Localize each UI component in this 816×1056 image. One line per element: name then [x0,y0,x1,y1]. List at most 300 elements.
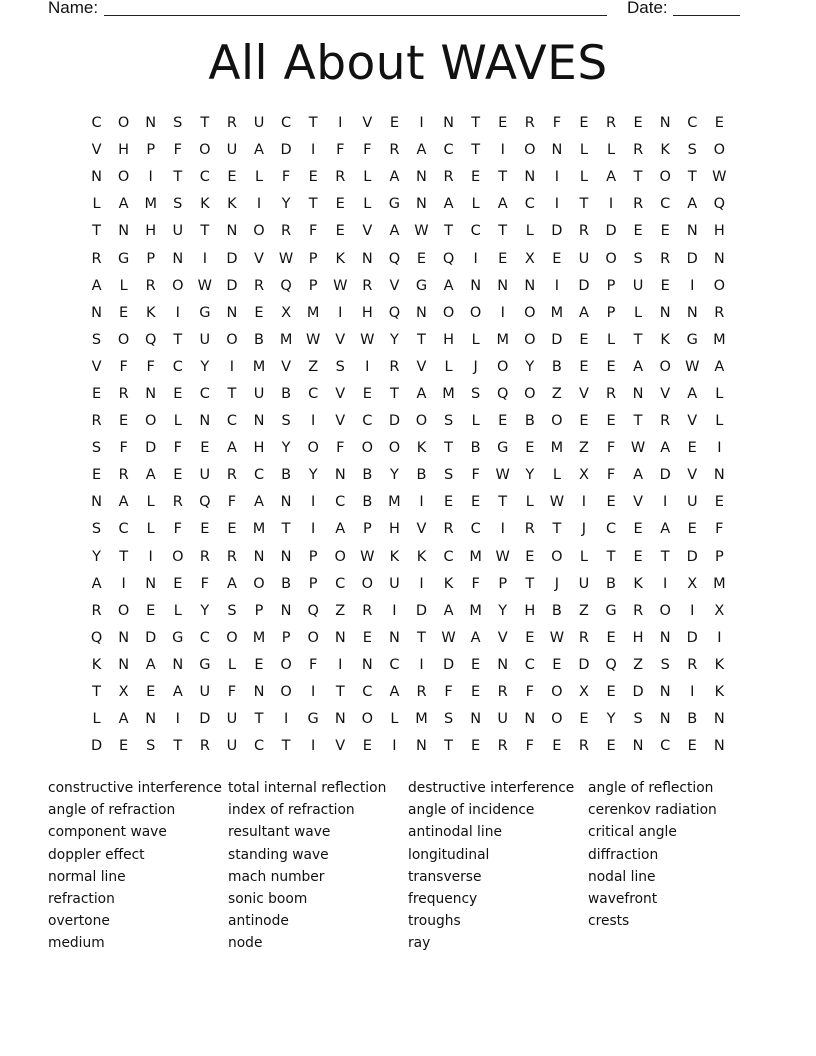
grid-letter[interactable]: T [606,548,616,565]
grid-letter[interactable]: T [417,331,426,348]
grid-letter[interactable]: E [552,738,562,755]
grid-letter[interactable]: E [146,684,156,701]
grid-letter[interactable]: R [524,521,535,538]
grid-letter[interactable]: R [253,277,265,294]
grid-letter[interactable]: E [687,440,697,457]
grid-letter[interactable]: E [471,656,481,673]
grid-letter[interactable]: S [91,331,102,348]
grid-letter[interactable]: T [417,629,426,646]
grid-letter[interactable]: T [633,169,643,186]
grid-letter[interactable]: L [119,277,128,294]
grid-letter[interactable]: O [551,711,563,728]
grid-letter[interactable]: L [363,196,372,213]
grid-letter[interactable]: A [660,521,671,538]
grid-letter[interactable]: T [579,196,589,213]
grid-letter[interactable]: U [686,494,698,511]
grid-letter[interactable]: A [91,575,102,592]
grid-letter[interactable]: D [578,656,590,673]
grid-letter[interactable]: K [416,440,427,457]
grid-letter[interactable]: O [415,413,428,430]
grid-letter[interactable]: T [92,223,101,240]
grid-letter[interactable]: R [118,467,129,484]
grid-letter[interactable]: D [199,711,211,728]
grid-letter[interactable]: R [714,304,725,321]
grid-letter[interactable]: R [687,656,698,673]
grid-letter[interactable]: Y [389,467,399,484]
grid-letter[interactable]: N [686,223,698,240]
grid-letter[interactable]: N [199,413,211,430]
grid-letter[interactable]: Y [525,358,535,375]
grid-letter[interactable]: R [91,413,102,430]
grid-letter[interactable]: R [226,115,237,132]
grid-letter[interactable]: N [172,656,184,673]
grid-letter[interactable]: K [335,250,345,267]
grid-letter[interactable]: E [471,494,481,511]
grid-letter[interactable]: N [118,223,130,240]
grid-letter[interactable]: K [714,656,725,673]
grid-letter[interactable]: V [254,250,264,267]
grid-letter[interactable]: Q [388,250,401,267]
grid-letter[interactable]: D [605,223,617,240]
grid-letter[interactable]: G [497,440,509,457]
grid-letter[interactable]: I [338,656,343,673]
grid-letter[interactable]: B [254,331,264,348]
grid-letter[interactable]: R [199,548,210,565]
grid-letter[interactable]: W [441,629,456,646]
grid-letter[interactable]: O [524,142,536,159]
grid-letter[interactable]: T [471,115,481,132]
grid-letter[interactable]: C [687,115,698,132]
grid-letter[interactable]: F [227,494,237,511]
grid-letter[interactable]: C [443,548,454,565]
grid-letter[interactable]: C [253,467,265,484]
grid-letter[interactable]: O [659,602,671,619]
grid-letter[interactable]: F [308,656,318,673]
grid-letter[interactable]: E [525,548,535,565]
grid-letter[interactable]: S [146,738,156,755]
grid-letter[interactable]: E [552,250,562,267]
grid-letter[interactable]: B [281,467,292,484]
grid-letter[interactable]: Z [633,656,644,673]
grid-letter[interactable]: N [226,223,238,240]
grid-letter[interactable]: M [442,385,455,402]
grid-letter[interactable]: R [226,548,237,565]
grid-letter[interactable]: S [443,413,454,430]
grid-letter[interactable]: S [660,656,670,673]
grid-letter[interactable]: E [660,223,670,240]
grid-letter[interactable]: L [92,196,101,213]
grid-letter[interactable]: O [253,575,265,592]
grid-letter[interactable]: U [389,575,400,592]
grid-letter[interactable]: Q [90,629,103,646]
grid-letter[interactable]: E [498,413,508,430]
grid-letter[interactable]: Q [497,385,509,402]
grid-letter[interactable]: I [121,575,126,592]
grid-letter[interactable]: X [714,602,725,619]
grid-letter[interactable]: O [361,711,374,728]
grid-letter[interactable]: C [91,115,102,132]
grid-letter[interactable]: E [389,115,399,132]
grid-letter[interactable]: N [497,277,509,294]
grid-letter[interactable]: N [713,250,725,267]
grid-letter[interactable]: N [388,629,400,646]
grid-letter[interactable]: R [633,142,644,159]
grid-letter[interactable]: I [473,250,478,267]
grid-letter[interactable]: B [687,711,698,728]
grid-letter[interactable]: R [199,738,210,755]
grid-letter[interactable]: Q [605,656,617,673]
grid-letter[interactable]: P [254,602,264,619]
grid-letter[interactable]: N [470,277,482,294]
grid-letter[interactable]: X [524,250,535,267]
grid-letter[interactable]: M [252,521,266,538]
grid-letter[interactable]: O [605,250,617,267]
grid-letter[interactable]: C [335,575,346,592]
grid-letter[interactable]: N [470,711,482,728]
grid-letter[interactable]: G [199,304,211,321]
grid-letter[interactable]: X [281,304,292,321]
grid-letter[interactable]: E [416,250,427,267]
grid-letter[interactable]: E [687,521,697,538]
grid-letter[interactable]: P [714,548,724,565]
grid-letter[interactable]: T [552,521,562,538]
grid-letter[interactable]: Y [200,358,210,375]
grid-letter[interactable]: U [632,277,644,294]
grid-letter[interactable]: I [338,304,343,321]
grid-letter[interactable]: B [551,602,562,619]
grid-letter[interactable]: B [281,575,292,592]
grid-letter[interactable]: A [416,385,427,402]
grid-letter[interactable]: A [389,169,400,186]
grid-letter[interactable]: E [471,738,481,755]
grid-letter[interactable]: E [443,494,454,511]
grid-letter[interactable]: N [361,656,373,673]
grid-letter[interactable]: I [690,602,695,619]
grid-letter[interactable]: V [687,413,698,430]
grid-letter[interactable]: T [281,521,291,538]
grid-letter[interactable]: F [606,467,616,484]
grid-letter[interactable]: C [389,656,400,673]
grid-letter[interactable]: E [254,304,264,321]
grid-letter[interactable]: W [685,358,700,375]
grid-letter[interactable]: R [91,602,102,619]
grid-letter[interactable]: E [633,115,643,132]
grid-letter[interactable]: B [362,494,373,511]
grid-letter[interactable]: V [335,331,346,348]
grid-letter[interactable]: H [361,304,373,321]
grid-letter[interactable]: R [389,358,400,375]
grid-letter[interactable]: E [687,738,697,755]
grid-letter[interactable]: D [686,250,698,267]
grid-letter[interactable]: D [226,277,238,294]
grid-letter[interactable]: U [199,467,211,484]
grid-letter[interactable]: G [686,331,698,348]
grid-letter[interactable]: N [172,250,184,267]
grid-letter[interactable]: D [686,629,698,646]
grid-letter[interactable]: O [307,440,319,457]
grid-letter[interactable]: I [256,196,262,213]
grid-letter[interactable]: R [443,169,454,186]
grid-letter[interactable]: A [91,277,102,294]
grid-letter[interactable]: N [551,142,563,159]
grid-letter[interactable]: N [361,250,373,267]
grid-letter[interactable]: U [497,711,509,728]
grid-letter[interactable]: A [578,304,589,321]
grid-letter[interactable]: Q [442,250,455,267]
grid-letter[interactable]: N [145,575,157,592]
grid-letter[interactable]: I [500,521,505,538]
grid-letter[interactable]: A [335,521,346,538]
grid-letter[interactable]: V [335,413,346,430]
grid-letter[interactable]: C [199,629,210,646]
grid-letter[interactable]: F [471,575,480,592]
grid-letter[interactable]: M [713,331,726,348]
grid-letter[interactable]: N [334,629,346,646]
grid-letter[interactable]: L [606,142,616,159]
grid-letter[interactable]: C [172,358,183,375]
grid-letter[interactable]: M [550,304,564,321]
grid-letter[interactable]: A [443,277,454,294]
grid-letter[interactable]: B [470,440,481,457]
grid-letter[interactable]: A [118,711,129,728]
grid-letter[interactable]: S [443,467,454,484]
grid-letter[interactable]: O [253,223,265,240]
grid-letter[interactable]: E [606,358,616,375]
grid-letter[interactable]: A [118,196,129,213]
grid-letter[interactable]: H [118,142,130,159]
grid-letter[interactable]: F [336,440,345,457]
grid-letter[interactable]: E [552,656,562,673]
grid-letter[interactable]: P [146,142,156,159]
grid-letter[interactable]: N [145,385,157,402]
grid-letter[interactable]: T [173,169,183,186]
grid-letter[interactable]: N [416,304,427,321]
grid-letter[interactable]: V [362,115,373,132]
grid-letter[interactable]: E [254,656,264,673]
grid-letter[interactable]: T [173,331,183,348]
grid-letter[interactable]: O [117,115,130,132]
grid-letter[interactable]: A [633,358,644,375]
grid-letter[interactable]: K [389,548,400,565]
grid-letter[interactable]: U [253,385,265,402]
grid-letter[interactable]: I [717,440,722,457]
grid-letter[interactable]: N [659,304,671,321]
grid-letter[interactable]: E [714,494,724,511]
grid-letter[interactable]: T [254,711,264,728]
grid-letter[interactable]: V [281,358,292,375]
grid-letter[interactable]: U [226,738,238,755]
grid-letter[interactable]: A [687,385,698,402]
grid-letter[interactable]: U [578,250,590,267]
grid-letter[interactable]: R [281,223,292,240]
grid-letter[interactable]: N [416,169,427,186]
grid-letter[interactable]: R [660,413,671,430]
grid-letter[interactable]: B [551,358,562,375]
grid-letter[interactable]: F [363,142,372,159]
grid-letter[interactable]: V [91,142,102,159]
grid-letter[interactable]: O [280,684,292,701]
grid-letter[interactable]: F [444,684,453,701]
grid-letter[interactable]: A [254,142,264,159]
grid-letter[interactable]: C [281,115,292,132]
grid-letter[interactable]: F [471,467,480,484]
grid-letter[interactable]: F [119,440,128,457]
grid-letter[interactable]: D [226,250,238,267]
grid-letter[interactable]: A [497,196,508,213]
grid-letter[interactable]: F [200,575,210,592]
grid-letter[interactable]: I [419,575,424,592]
grid-letter[interactable]: N [145,711,157,728]
grid-letter[interactable]: U [199,331,211,348]
grid-letter[interactable]: D [578,277,590,294]
grid-letter[interactable]: S [633,711,643,728]
grid-letter[interactable]: O [713,277,726,294]
grid-letter[interactable]: T [308,115,318,132]
grid-letter[interactable]: I [365,358,370,375]
grid-letter[interactable]: I [392,738,397,755]
grid-letter[interactable]: C [253,738,265,755]
grid-letter[interactable]: O [361,575,374,592]
grid-letter[interactable]: O [551,548,563,565]
grid-letter[interactable]: V [91,358,102,375]
grid-letter[interactable]: V [660,385,671,402]
grid-letter[interactable]: N [632,738,644,755]
grid-letter[interactable]: P [146,250,156,267]
grid-letter[interactable]: R [524,115,535,132]
grid-letter[interactable]: E [498,115,508,132]
grid-letter[interactable]: I [419,494,424,511]
grid-letter[interactable]: Q [280,277,292,294]
grid-letter[interactable]: P [308,575,318,592]
grid-letter[interactable]: C [524,196,535,213]
grid-letter[interactable]: Y [281,440,291,457]
grid-letter[interactable]: W [495,548,510,565]
grid-letter[interactable]: T [444,440,453,457]
grid-letter[interactable]: L [363,169,372,186]
grid-letter[interactable]: S [633,250,643,267]
grid-letter[interactable]: R [497,684,508,701]
grid-letter[interactable]: E [498,250,508,267]
name-blank-line[interactable] [104,0,607,16]
grid-letter[interactable]: E [579,358,589,375]
grid-letter[interactable]: N [632,385,644,402]
grid-letter[interactable]: I [283,711,289,728]
grid-letter[interactable]: F [173,521,182,538]
grid-letter[interactable]: E [362,385,372,402]
grid-letter[interactable]: L [444,358,453,375]
grid-letter[interactable]: Y [525,467,535,484]
grid-letter[interactable]: L [92,711,101,728]
grid-letter[interactable]: P [308,277,318,294]
grid-letter[interactable]: N [713,711,725,728]
grid-letter[interactable]: V [335,738,346,755]
grid-letter[interactable]: C [470,223,481,240]
grid-letter[interactable]: D [145,440,157,457]
grid-letter[interactable]: K [714,684,725,701]
grid-letter[interactable]: K [91,656,102,673]
grid-letter[interactable]: L [715,385,724,402]
grid-letter[interactable]: T [335,684,345,701]
grid-letter[interactable]: D [659,467,671,484]
grid-letter[interactable]: E [633,223,643,240]
grid-letter[interactable]: N [118,629,130,646]
grid-letter[interactable]: E [714,115,724,132]
grid-letter[interactable]: N [659,115,671,132]
grid-letter[interactable]: I [663,575,668,592]
grid-letter[interactable]: E [606,629,616,646]
grid-letter[interactable]: I [148,548,153,565]
grid-letter[interactable]: E [471,169,481,186]
grid-letter[interactable]: O [659,358,671,375]
grid-letter[interactable]: E [579,711,589,728]
grid-letter[interactable]: N [280,602,292,619]
grid-letter[interactable]: K [200,196,210,213]
grid-letter[interactable]: R [335,169,346,186]
grid-letter[interactable]: E [525,629,535,646]
grid-letter[interactable]: F [715,521,724,538]
grid-letter[interactable]: E [606,738,616,755]
grid-letter[interactable]: N [253,413,265,430]
grid-letter[interactable]: O [497,358,509,375]
grid-letter[interactable]: C [443,142,454,159]
grid-letter[interactable]: L [634,304,643,321]
grid-letter[interactable]: D [632,684,644,701]
grid-letter[interactable]: R [172,494,183,511]
grid-letter[interactable]: F [173,440,182,457]
grid-letter[interactable]: L [579,548,588,565]
grid-letter[interactable]: C [470,521,481,538]
grid-letter[interactable]: T [200,115,210,132]
grid-letter[interactable]: R [362,602,373,619]
grid-letter[interactable]: G [605,602,617,619]
grid-letter[interactable]: I [311,494,316,511]
grid-letter[interactable]: I [338,115,343,132]
grid-letter[interactable]: N [713,467,725,484]
grid-letter[interactable]: I [554,169,559,186]
grid-letter[interactable]: K [443,575,454,592]
grid-letter[interactable]: A [660,440,671,457]
grid-letter[interactable]: N [280,548,292,565]
grid-letter[interactable]: C [660,738,671,755]
grid-letter[interactable]: R [145,277,156,294]
grid-letter[interactable]: V [389,277,400,294]
grid-letter[interactable]: G [199,656,211,673]
grid-letter[interactable]: E [119,413,129,430]
grid-letter[interactable]: S [687,142,697,159]
grid-letter[interactable]: F [146,358,155,375]
grid-letter[interactable]: P [606,277,616,294]
grid-letter[interactable]: P [281,629,291,646]
grid-letter[interactable]: M [306,304,320,321]
grid-letter[interactable]: O [524,385,536,402]
grid-letter[interactable]: O [280,656,292,673]
grid-letter[interactable]: S [91,521,102,538]
grid-letter[interactable]: C [308,385,319,402]
grid-letter[interactable]: O [388,440,401,457]
grid-letter[interactable]: D [280,142,292,159]
grid-letter[interactable]: H [388,521,400,538]
grid-letter[interactable]: L [254,169,264,186]
grid-letter[interactable]: O [117,331,130,348]
grid-letter[interactable]: T [498,494,508,511]
grid-letter[interactable]: I [311,738,316,755]
grid-letter[interactable]: N [334,711,346,728]
grid-letter[interactable]: H [443,331,454,348]
grid-letter[interactable]: H [524,602,536,619]
grid-letter[interactable]: A [443,602,454,619]
grid-letter[interactable]: E [606,413,616,430]
grid-letter[interactable]: V [416,358,427,375]
